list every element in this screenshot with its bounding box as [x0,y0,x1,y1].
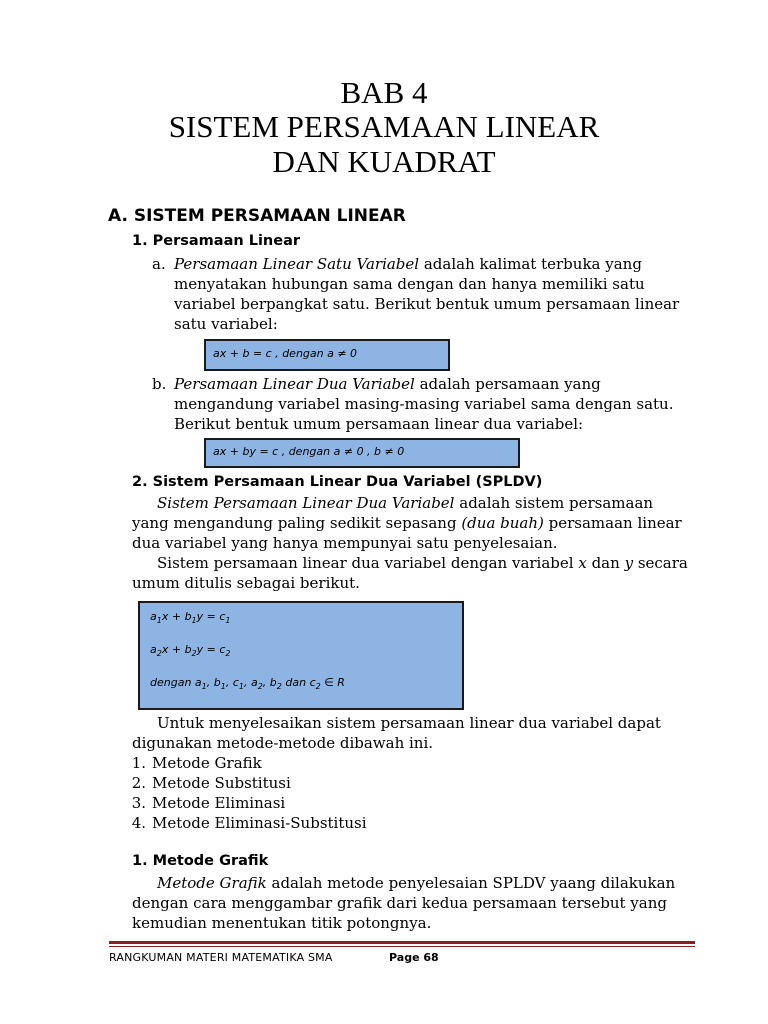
method-list-item: 2. Metode Substitusi [131,774,291,792]
metode-grafik-line2: dengan cara menggambar grafik dari kedua persamaan tersebut yang [132,894,667,912]
chapter-title-line2: DAN KUADRAT [272,144,496,179]
item-a-term: Persamaan Linear Satu Variabel [174,255,420,273]
metode-grafik-heading: 1. Metode Grafik [132,853,269,869]
metode-grafik-line3: kemudian menentukan titik potongnya. [132,914,432,932]
spldv-p2-mid: dan [586,554,625,572]
item-a-line1 [174,254,642,274]
spldv-p2-end: secara [633,554,688,572]
method-list-item: 1. Metode Grafik [131,754,262,772]
item-b-label: b. [152,375,167,393]
spldv-p1-line3: dua variabel yang hanya mempunyai satu penyelesaian. [132,534,558,552]
subsection-2-heading: 2. Sistem Persamaan Linear Dua Variabel (SPLDV) [132,474,543,490]
metode-grafik-term: Metode Grafik [157,874,267,892]
footer-book-title: RANGKUMAN MATERI MATEMATIKA SMA [109,951,333,964]
spldv-p1-line2-start: yang mengandung paling sedikit sepasang [132,514,462,532]
chapter-title-line1: SISTEM PERSAMAAN LINEAR [168,109,600,144]
formula-two-variable: ax + by = c , dengan a ≠ 0 , b ≠ 0 [213,445,405,458]
spldv-p2-line1 [157,553,688,573]
spldv-p1-line1 [157,493,653,513]
metode-grafik-line1-rest: adalah metode penyelesaian SPLDV yaang dilakukan [266,874,676,892]
item-a-line1-rest: adalah kalimat terbuka yang [419,255,642,273]
method-list-item: 4. Metode Eliminasi-Substitusi [131,814,367,832]
system-condition: dengan $a_1$, $b_1$, $c_1$, $a_2$, $b_2$ dan $c_2$ ∈ R [150,676,345,692]
item-a-line4: satu variabel: [174,315,278,333]
item-b-term: Persamaan Linear Dua Variabel [174,375,415,393]
methods-intro-line2: digunakan metode-metode dibawah ini. [132,734,434,752]
item-b-line3: Berikut bentuk umum persamaan linear dua variabel: [174,415,584,433]
metode-grafik-line1 [157,873,675,893]
section-a-heading: A. SISTEM PERSAMAAN LINEAR [108,206,406,226]
spldv-term: Sistem Persamaan Linear Dua Variabel [157,494,455,512]
spldv-p1-emphasis: (dua buah) [461,514,544,532]
variable-x: x [578,554,587,572]
spldv-p1-line2 [132,513,682,533]
spldv-p2-start: Sistem persamaan linear dua variabel dengan variabel [157,554,579,572]
system-equation-2: $a_2x + b_2y = c_2$ [150,643,231,659]
spldv-p1-line1-rest: adalah sistem persamaan [454,494,654,512]
spldv-p1-line2-end: persamaan linear [543,514,682,532]
chapter-number: BAB 4 [340,75,428,110]
system-equation-1: $a_1x + b_1y = c_1$ [150,610,231,626]
item-a-label: a. [152,255,166,273]
variable-y: y [624,554,634,572]
method-list-item: 3. Metode Eliminasi [131,794,286,812]
item-a-line3: variabel berpangkat satu. Berikut bentuk umum persamaan linear [174,295,680,313]
subsection-1-heading: 1. Persamaan Linear [132,233,301,249]
spldv-p2-line2: umum ditulis sebagai berikut. [132,574,360,592]
item-a-line2: menyatakan hubungan sama dengan dan hanya memiliki satu [174,275,645,293]
footer-divider-thin [109,946,695,947]
formula-one-variable: ax + b = c , dengan a ≠ 0 [213,347,358,360]
item-b-line2: mengandung variabel masing-masing variabel sama dengan satu. [174,395,674,413]
item-b-line1-rest: adalah persamaan yang [414,375,601,393]
methods-intro-line1: Untuk menyelesaikan sistem persamaan linear dua variabel dapat [157,714,661,732]
footer-page-number: Page 68 [389,951,439,964]
item-b-line1 [174,374,601,394]
footer-divider-thick [109,941,695,944]
